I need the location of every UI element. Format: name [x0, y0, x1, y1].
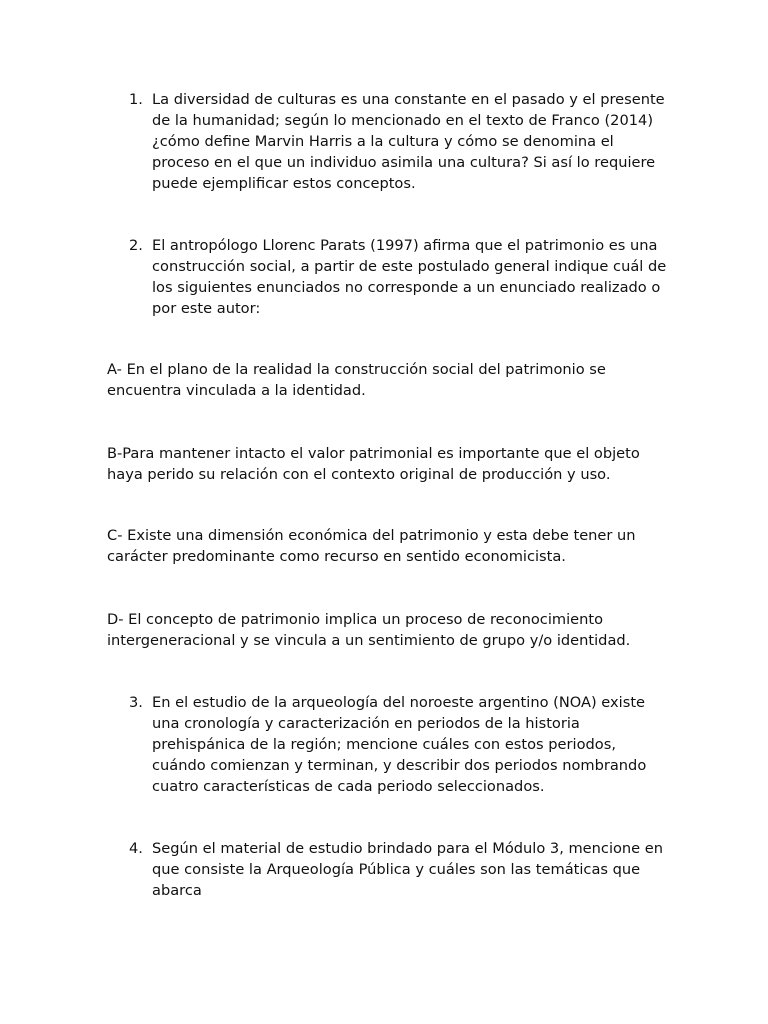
question-number: 2.	[129, 237, 143, 254]
option-c: C- Existe una dimensión económica del patrimonio y esta debe tener un carácter predominante como recurso en sentido economicista.	[107, 527, 636, 565]
question-text: La diversidad de culturas es una constante en el pasado y el presente de la humanidad; según lo mencionado en el texto de Franco (2014) ¿cómo define Marvin Harris a la cultura y cómo se denomina el proceso en el que un individuo asimila una cultura? Si así lo requiere puede ejemplificar estos conceptos.	[152, 91, 665, 192]
option-d: D- El concepto de patrimonio implica un proceso de reconocimiento intergeneracional y se vincula a un sentimiento de grupo y/o identidad.	[107, 611, 631, 649]
question-text: En el estudio de la arqueología del noroeste argentino (NOA) existe una cronología y caracterización en periodos de la historia prehispánica de la región; mencione cuáles con estos periodos, cuándo comienzan y terminan, y describir dos periodos nombrando cuatro características de cada periodo seleccionados.	[152, 694, 647, 795]
question-number: 4.	[129, 840, 143, 857]
question-number: 1.	[129, 91, 143, 108]
question-text: Según el material de estudio brindado para el Módulo 3, mencione en que consiste la Arqueología Pública y cuáles son las temáticas que abarca	[152, 840, 664, 899]
option-a: A- En el plano de la realidad la construcción social del patrimonio se encuentra vinculada a la identidad.	[107, 361, 606, 399]
option-b: B-Para mantener intacto el valor patrimonial es importante que el objeto haya perido su relación con el contexto original de producción y uso.	[107, 445, 640, 483]
question-number: 3.	[129, 694, 143, 711]
question-text: El antropólogo Llorenc Parats (1997) afirma que el patrimonio es una construcción social, a partir de este postulado general indique cuál de los siguientes enunciados no corresponde a un enunciado realizado o por este autor:	[152, 237, 667, 317]
